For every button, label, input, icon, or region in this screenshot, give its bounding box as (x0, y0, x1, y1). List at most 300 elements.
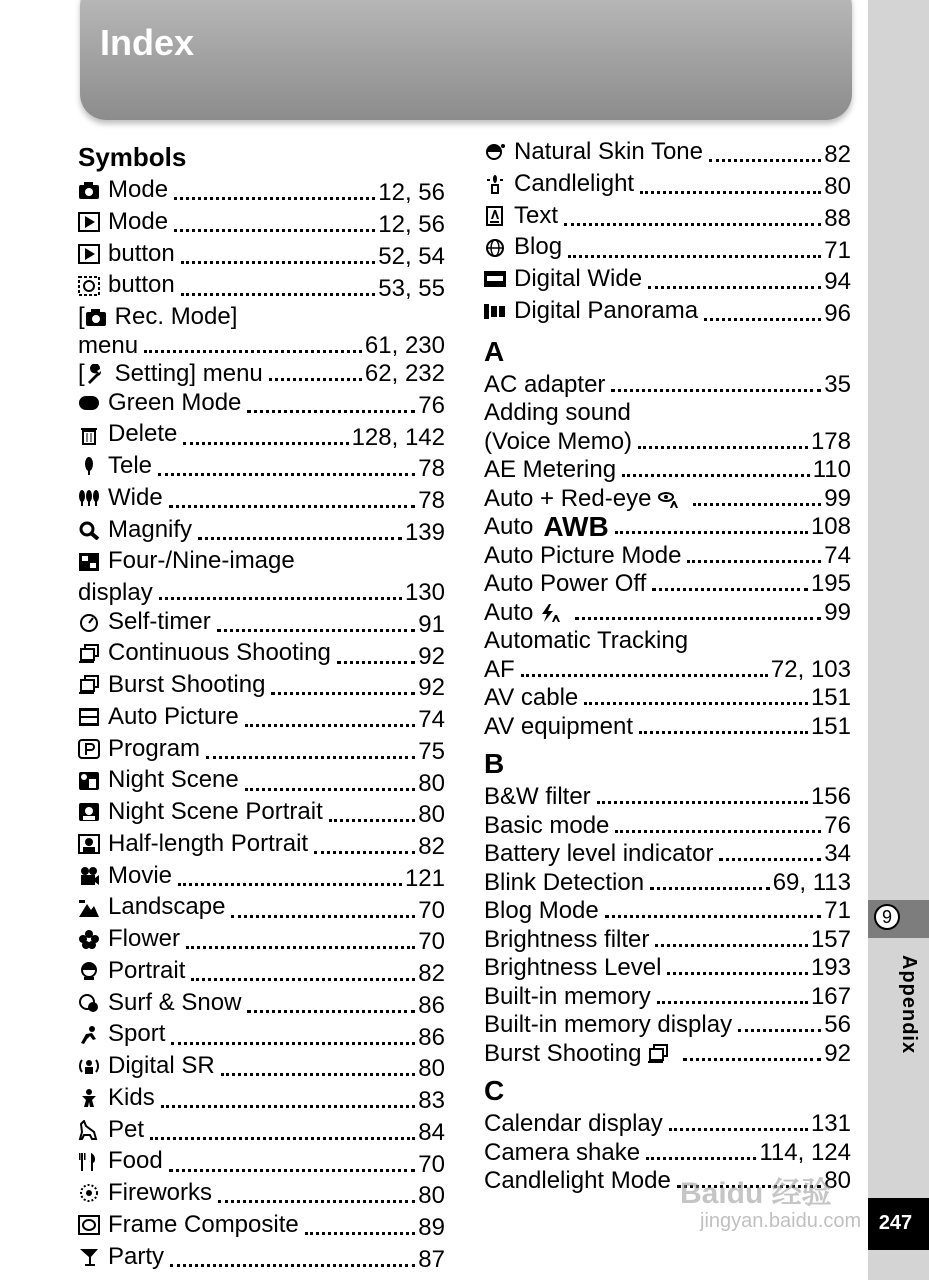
leader-dots (709, 159, 821, 162)
leader-dots (704, 318, 821, 321)
entry-page-ref: 52, 54 (378, 242, 445, 270)
entry-label-group (78, 547, 295, 576)
index-entry (78, 766, 445, 798)
entry-page-ref: 195 (810, 570, 851, 597)
index-entry (78, 1052, 445, 1084)
index-entry (484, 513, 851, 542)
entry-page-ref: 78 (418, 487, 445, 514)
index-entry (484, 202, 851, 234)
index-entry (484, 656, 851, 685)
entry-page-ref: 82 (418, 960, 445, 987)
index-entry (78, 389, 445, 421)
chapter-header-bar (80, 0, 852, 120)
entry-label-group (484, 599, 569, 628)
entry-label: Calendar display (484, 1110, 663, 1137)
entry-label: Built-in memory display (484, 1011, 733, 1038)
leader-dots (217, 629, 416, 632)
face-icon (78, 276, 100, 296)
sport-icon (78, 1025, 100, 1045)
entry-label-group (78, 608, 211, 637)
leader-dots (186, 946, 415, 949)
text-icon (484, 206, 506, 226)
entry-page-ref: 80 (418, 801, 445, 829)
entry-label: Green Mode (108, 388, 242, 416)
entry-page-ref: 151 (810, 684, 851, 711)
pet-icon (78, 1120, 100, 1140)
page-title: Index (100, 22, 195, 63)
index-entry (78, 703, 445, 735)
entry-page-ref: 72, 103 (770, 655, 851, 683)
leader-dots (171, 1042, 415, 1045)
leader-dots (646, 1157, 756, 1160)
index-entry (484, 170, 851, 202)
entry-page-ref: 89 (418, 1214, 445, 1241)
entry-label: Fireworks (108, 1179, 213, 1206)
leader-dots (170, 1264, 415, 1267)
entry-page-ref: 76 (824, 811, 851, 839)
index-entry (78, 608, 445, 640)
leader-dots (218, 1200, 415, 1203)
watermark-url: jingyan.baidu.com (700, 1210, 862, 1232)
entry-page-ref: 70 (418, 1150, 445, 1178)
entry-page-ref: 62, 232 (364, 360, 445, 387)
index-entry-text (78, 547, 445, 579)
index-entry (484, 542, 851, 571)
index-entry (78, 579, 445, 608)
entry-label-group (484, 371, 605, 400)
entry-label: Continuous Shooting (108, 639, 331, 667)
entry-label-group (484, 713, 633, 742)
entry-page-ref: 34 (824, 840, 851, 867)
section-heading-c: C (484, 1075, 505, 1106)
entry-page-ref: 35 (824, 370, 851, 398)
chapter-label: Appendix (898, 955, 920, 1055)
leader-dots (150, 1137, 415, 1140)
watermark-logo: Baidu 经验 (680, 1177, 832, 1210)
index-entry (484, 138, 851, 170)
leader-dots (183, 442, 348, 445)
entry-label-group (78, 989, 241, 1018)
entry-page-ref: 70 (418, 896, 445, 924)
entry-label-group (484, 1167, 671, 1196)
section-heading-symbols: Symbols (78, 142, 187, 172)
leader-dots (611, 389, 821, 392)
entry-label-group (78, 1116, 144, 1145)
entry-label: Camera shake (484, 1138, 641, 1166)
entry-label-group (78, 240, 175, 269)
index-entry (484, 1139, 851, 1168)
entry-page-ref: 61, 230 (364, 331, 445, 359)
entry-label-group (78, 925, 180, 954)
leader-dots (178, 883, 402, 886)
entry-page-ref: 157 (810, 925, 851, 953)
leader-dots (169, 505, 416, 508)
entry-page-ref: 94 (824, 268, 851, 296)
camera-icon (85, 307, 107, 327)
entry-page-ref: 82 (824, 141, 851, 169)
leader-dots (669, 1128, 808, 1131)
entry-label: Digital Panorama (514, 296, 699, 324)
entry-label: Delete (108, 420, 178, 448)
timer-icon (78, 612, 100, 632)
kids-icon (78, 1088, 100, 1108)
entry-label-group (78, 420, 177, 449)
entry-label: Brightness Level (484, 954, 662, 981)
leader-dots (521, 674, 768, 677)
entry-label-group (78, 957, 185, 986)
green-mode-icon (78, 393, 100, 413)
wrench-icon (85, 364, 107, 384)
skin-tone-icon (484, 142, 506, 162)
entry-page-ref: 71 (824, 897, 851, 924)
entry-label: display (78, 579, 153, 606)
frame-icon (78, 1215, 100, 1235)
index-entry (484, 897, 851, 926)
entry-label: Wide (108, 483, 163, 511)
leader-dots (247, 1010, 415, 1013)
entry-page-ref: 86 (418, 991, 445, 1019)
entry-label-group (484, 783, 591, 812)
index-entry (484, 926, 851, 955)
entry-label-group (484, 297, 698, 326)
leader-dots (191, 978, 415, 981)
leader-dots (622, 474, 810, 477)
index-entry (484, 783, 851, 812)
entry-label-group (78, 671, 265, 700)
leader-dots (169, 1169, 416, 1172)
leader-dots (655, 944, 808, 947)
entry-page-ref: 80 (824, 1167, 851, 1194)
chapter-number: 9 (874, 904, 900, 930)
entry-label: Burst Shooting (484, 1039, 642, 1067)
entry-label-group (78, 830, 308, 859)
entry-label: Kids (108, 1083, 155, 1111)
index-entry (78, 1020, 445, 1052)
movie-icon (78, 866, 100, 886)
entry-label: Half-length Portrait (108, 829, 309, 857)
entry-label: Magnify (108, 515, 193, 543)
leader-dots (568, 255, 821, 258)
entry-label: Basic mode (484, 811, 610, 839)
entry-page-ref: 12, 56 (378, 179, 445, 207)
entry-page-ref: 80 (418, 769, 445, 797)
index-entry (78, 1179, 445, 1211)
entry-label: AV equipment (484, 712, 633, 740)
entry-page-ref: 92 (418, 674, 445, 702)
entry-label-group (484, 202, 558, 231)
index-entry (484, 456, 851, 485)
entry-page-ref: 75 (418, 737, 445, 765)
night-portrait-icon (78, 802, 100, 822)
index-entry (78, 830, 445, 862)
index-column-left (78, 138, 445, 1274)
index-entry (484, 1110, 851, 1139)
index-entry (78, 957, 445, 989)
entry-label-group (484, 428, 632, 457)
trash-icon (78, 425, 100, 445)
entry-label: Movie (108, 861, 173, 889)
entry-page-ref: 151 (810, 712, 851, 740)
index-entry (484, 713, 851, 742)
entry-label: Party (108, 1242, 165, 1270)
entry-label: Night Scene Portrait (108, 798, 323, 825)
entry-page-ref: 12, 56 (378, 211, 445, 238)
entry-label-group (78, 176, 168, 205)
symbols-list (78, 176, 445, 1274)
index-entry (78, 1084, 445, 1116)
entry-label-group (484, 170, 634, 199)
entry-label-group (484, 1110, 663, 1139)
index-entry-text (484, 399, 851, 428)
entry-label: button (108, 271, 175, 299)
playback-icon (78, 212, 100, 232)
entry-page-ref: 91 (418, 610, 445, 638)
fireworks-icon (78, 1183, 100, 1203)
entry-page-ref: 88 (824, 204, 851, 232)
entry-label-group (484, 265, 642, 294)
leader-dots (605, 915, 822, 918)
entry-page-ref: 84 (418, 1118, 445, 1146)
leader-dots (648, 286, 821, 289)
index-entry (484, 1040, 851, 1069)
leader-dots (575, 617, 821, 620)
entry-label: Blog (514, 233, 563, 261)
entry-label-group (78, 862, 172, 891)
leader-dots (158, 473, 415, 476)
entry-label: Flower (108, 925, 181, 952)
entry-page-ref: 71 (824, 236, 851, 264)
index-entry-text (78, 303, 445, 332)
entry-bracket: [ (78, 360, 85, 387)
entry-label: Auto + Red-eye (484, 484, 652, 512)
entry-page-ref: 74 (824, 541, 851, 569)
entry-page-ref: 78 (418, 455, 445, 483)
entry-page-ref: 178 (810, 427, 851, 455)
leader-dots (687, 560, 821, 563)
leader-dots (161, 1105, 416, 1108)
entry-page-ref: 193 (810, 954, 851, 981)
entry-label: Adding sound (484, 399, 631, 426)
index-entry (78, 484, 445, 516)
section-heading-a: A (484, 335, 505, 367)
entry-page-ref: 74 (418, 706, 445, 733)
leader-dots (314, 851, 415, 854)
entry-page-ref: 128, 142 (351, 423, 445, 451)
index-entry (78, 862, 445, 894)
night-scene-icon (78, 771, 100, 791)
entry-label-group (78, 208, 168, 237)
index-entry (484, 233, 851, 265)
auto-flash-icon (539, 603, 561, 623)
entry-label-group (484, 570, 646, 599)
leader-dots (584, 702, 808, 705)
index-entry (484, 297, 851, 329)
red-eye-icon (657, 489, 679, 509)
half-portrait-icon (78, 834, 100, 854)
leader-dots (174, 229, 375, 232)
entry-label: Frame Composite (108, 1210, 299, 1238)
burst-icon (647, 1044, 669, 1064)
entry-label-group (78, 1211, 299, 1240)
entry-label: AE Metering (484, 456, 617, 483)
entry-label-group (78, 389, 241, 418)
entry-label: Battery level indicator (484, 840, 714, 867)
entry-label-group (484, 812, 609, 841)
entry-page-ref: 110 (812, 456, 851, 483)
entry-page-ref: 114, 124 (759, 1138, 851, 1166)
page-number: 247 (878, 1212, 913, 1234)
index-entry (78, 1243, 445, 1275)
index-entry (484, 570, 851, 599)
leader-dots (159, 597, 402, 600)
auto-picture-icon (78, 707, 100, 727)
entry-label: Natural Skin Tone (514, 138, 703, 165)
entry-label-group (484, 513, 609, 542)
entry-label: Blog Mode (484, 897, 599, 924)
leader-dots (269, 378, 362, 381)
entry-label-group (484, 897, 599, 926)
entry-label-group (78, 703, 239, 732)
entry-label: Auto (484, 598, 534, 626)
symbols-list-continued (484, 138, 851, 329)
entry-label-group (484, 456, 616, 485)
entry-page-ref: 86 (418, 1023, 445, 1051)
entry-page-ref: 69, 113 (772, 868, 851, 896)
grid-icon (78, 552, 100, 572)
index-entry (78, 516, 445, 548)
index-entry (484, 599, 851, 628)
alpha-sections (484, 333, 851, 1196)
entry-page-ref: 82 (418, 833, 445, 860)
entry-label-group (484, 840, 713, 869)
index-entry (484, 840, 851, 869)
entry-label: Setting] menu (114, 360, 263, 387)
leader-dots (181, 261, 376, 264)
index-entry (484, 485, 851, 514)
entry-page-ref: 56 (824, 1011, 851, 1038)
entry-label: Surf & Snow (108, 988, 242, 1016)
magnify-icon (78, 520, 100, 540)
index-entry (78, 271, 445, 303)
burst-icon (78, 675, 100, 695)
entry-label-group (484, 485, 687, 514)
entry-label: Digital SR (108, 1052, 215, 1079)
entry-label-group (484, 954, 661, 983)
entry-label: Tele (108, 452, 153, 479)
entry-label-group (78, 735, 200, 764)
leader-dots (198, 537, 402, 540)
entry-page-ref: 80 (824, 173, 851, 200)
candlelight-icon (484, 174, 506, 194)
food-icon (78, 1152, 100, 1172)
entry-page-ref: 53, 55 (378, 274, 445, 302)
leader-dots (271, 692, 415, 695)
leader-dots (245, 724, 416, 727)
entry-label-bold: AWB (543, 511, 609, 542)
leader-dots (638, 446, 808, 449)
entry-label: Auto Power Off (484, 570, 647, 597)
entry-label-group (78, 484, 163, 513)
entry-page-ref: 121 (404, 864, 445, 892)
leader-dots (564, 223, 821, 226)
entry-label: Burst Shooting (108, 671, 266, 698)
party-icon (78, 1247, 100, 1267)
entry-label-group (484, 399, 631, 428)
leader-dots (144, 350, 362, 353)
entry-page-ref: 92 (418, 642, 445, 670)
portrait-icon (78, 961, 100, 981)
index-column-right (484, 138, 851, 1196)
section-heading-b: B (484, 748, 505, 779)
entry-bracket: [ (78, 303, 85, 330)
index-entry (484, 265, 851, 297)
leader-dots (174, 197, 375, 200)
entry-label-group (484, 1040, 677, 1069)
leader-dots (719, 858, 821, 861)
entry-label-group (78, 798, 323, 827)
entry-label-group (484, 926, 649, 955)
entry-page-ref: 139 (404, 518, 445, 546)
landscape-icon (78, 898, 100, 918)
entry-label: Night Scene (108, 766, 239, 794)
leader-dots (738, 1029, 821, 1032)
entry-label-group (484, 684, 578, 713)
entry-label: Portrait (108, 956, 186, 984)
index-entry (78, 1116, 445, 1148)
entry-label: Automatic Tracking (484, 627, 689, 654)
leader-dots (329, 819, 416, 822)
entry-label-group (484, 656, 515, 685)
program-icon (78, 739, 100, 759)
entry-label-group (78, 1243, 164, 1272)
index-entry (484, 812, 851, 841)
entry-label: button (108, 239, 175, 267)
tele-icon (78, 456, 100, 476)
entry-label: Mode (108, 176, 169, 203)
digital-sr-icon (78, 1056, 100, 1076)
entry-label: menu (78, 331, 139, 359)
index-entry (484, 869, 851, 898)
leader-dots (650, 887, 770, 890)
entry-page-ref: 167 (810, 982, 851, 1010)
index-entry (78, 1211, 445, 1243)
entry-label: Self-timer (108, 607, 211, 635)
entry-label: AF (484, 655, 515, 683)
entry-page-ref: 96 (824, 300, 851, 327)
entry-label: Digital Wide (514, 265, 643, 292)
digital-wide-icon (484, 269, 506, 289)
entry-label-group (484, 869, 644, 898)
entry-label-group (78, 766, 239, 795)
camera-icon (78, 180, 100, 200)
entry-page-ref: 99 (824, 484, 851, 512)
entry-label: Brightness filter (484, 925, 650, 953)
entry-label: AV cable (484, 684, 579, 711)
index-entry (78, 798, 445, 830)
leader-dots (245, 788, 416, 791)
index-entry (78, 360, 445, 389)
entry-label-group (484, 542, 681, 571)
entry-label-group (78, 332, 138, 361)
leader-dots (615, 531, 808, 534)
entry-label-group (78, 516, 192, 545)
index-entry (78, 925, 445, 957)
index-entry (78, 893, 445, 925)
leader-dots (652, 588, 808, 591)
entry-page-ref: 131 (810, 1110, 851, 1137)
leader-dots (221, 1073, 416, 1076)
entry-label: Built-in memory (484, 982, 651, 1010)
